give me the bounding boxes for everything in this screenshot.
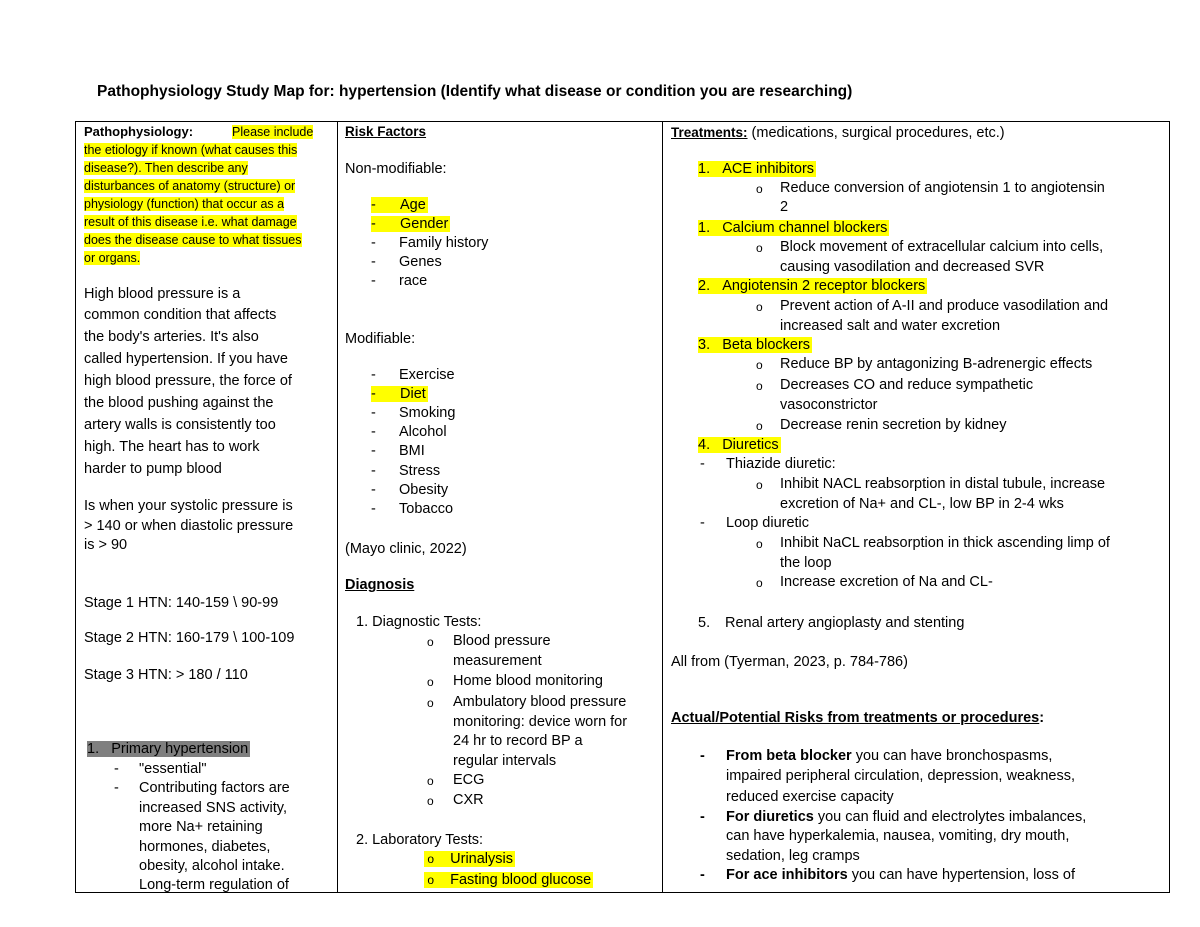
treatment-detail: Block movement of extracellular calcium into cells, [780, 239, 1104, 255]
treatment-detail: Inhibit NACL reabsorption in distal tubule, increase [780, 476, 1106, 492]
dash-marker: - [114, 761, 119, 777]
bullet-marker: o [427, 696, 434, 710]
treatment-detail: Prevent action of A-II and produce vasodilation and [780, 298, 1109, 314]
contributing-line: Contributing factors are [139, 780, 290, 796]
bullet-marker: o [756, 358, 763, 372]
risk-item: Tobacco [399, 501, 454, 517]
definition-line: high blood pressure, the force of [84, 373, 292, 389]
risk-text: you can fluid and electrolytes imbalances, [813, 809, 1087, 825]
dash-marker: - [700, 867, 705, 883]
bullet-marker: o [756, 478, 763, 492]
prompt-line: Please include [232, 125, 314, 139]
diagnostic-tests-label: 1. Diagnostic Tests: [356, 614, 482, 630]
risk-text: you can have bronchospasms, [851, 748, 1053, 764]
treatment-detail: vasoconstrictor [780, 397, 878, 413]
risk-lead: For diuretics [726, 809, 814, 825]
risk-item: Genes [399, 254, 442, 270]
diagnostic-test-line: measurement [453, 653, 542, 669]
stage-2: Stage 2 HTN: 160-179 \ 100-109 [84, 630, 295, 646]
prompt-line: disease?). Then describe any [84, 161, 248, 175]
prompt-line: the etiology if known (what causes this [84, 143, 298, 157]
risk-lead: For ace inhibitors [726, 867, 848, 883]
treatment-number: 4. [698, 437, 711, 453]
treatment-label: Beta blockers [722, 337, 811, 353]
dash-marker: - [700, 748, 705, 764]
diagnostic-test-line: Ambulatory blood pressure [453, 694, 627, 710]
risk-item: Obesity [399, 482, 449, 498]
risk-item: Exercise [399, 367, 455, 383]
treatment-detail: the loop [780, 555, 832, 571]
treatment-detail: causing vasodilation and decreased SVR [780, 259, 1045, 275]
loop-label: Loop diuretic [726, 515, 810, 531]
non-modifiable-label: Non-modifiable: [345, 161, 447, 177]
stage-1: Stage 1 HTN: 140-159 \ 90-99 [84, 595, 279, 611]
treatment-number: 3. [698, 337, 711, 353]
treatment-detail: Inhibit NaCL reabsorption in thick ascending limp of [780, 535, 1110, 551]
risk-item: Family history [399, 235, 489, 251]
risk-text: can have hyperkalemia, nausea, vomiting, dry mouth, [726, 828, 1070, 844]
risk-item: Stress [399, 463, 441, 479]
pathophysiology-heading: Pathophysiology: [84, 124, 194, 139]
stage-3: Stage 3 HTN: > 180 / 110 [84, 667, 248, 683]
treatments-citation: All from (Tyerman, 2023, p. 784-786) [671, 654, 908, 670]
treatment-label: Diuretics [722, 437, 779, 453]
prompt-line: or organs. [84, 251, 141, 265]
treatment-detail: Decreases CO and reduce sympathetic [780, 377, 1034, 393]
treatment-detail: Increase excretion of Na and CL- [780, 574, 993, 590]
bullet-marker: o [756, 419, 763, 433]
column-divider [337, 122, 338, 892]
risk-item: Diet [400, 386, 426, 402]
column-divider [662, 122, 663, 892]
dash-marker: - [371, 443, 376, 459]
bullet-marker: o [756, 576, 763, 590]
dash-marker: - [371, 273, 376, 289]
risk-text: you can have hypertension, loss of [847, 867, 1075, 883]
diagnostic-test-line: monitoring: device worn for [453, 714, 628, 730]
treatment-label: ACE inhibitors [722, 161, 815, 177]
essential-label: "essential" [139, 761, 207, 777]
lab-test: Fasting blood glucose [450, 872, 592, 888]
diagnosis-heading: Diagnosis [345, 577, 415, 593]
contributing-line: hormones, diabetes, [139, 839, 271, 855]
criteria-line: is > 90 [84, 537, 128, 553]
bullet-marker: o [427, 675, 434, 689]
treatment-number: 2. [698, 278, 711, 294]
dash-marker: - [371, 254, 376, 270]
treatment-label: Angiotensin 2 receptor blockers [722, 278, 926, 294]
prompt-line: result of this disease i.e. what damage [84, 215, 297, 229]
treatment-detail: excretion of Na+ and CL-, low BP in 2-4 wks [780, 496, 1064, 512]
bullet-marker: o [756, 182, 763, 196]
criteria-line: > 140 or when diastolic pressure [84, 518, 294, 534]
diagnostic-test-line: Home blood monitoring [453, 673, 603, 689]
dash-marker: - [700, 515, 705, 531]
risk-item: BMI [399, 443, 425, 459]
risk-item: Gender [400, 216, 449, 232]
dash-marker: - [371, 405, 376, 421]
primary-number: 1. [87, 741, 100, 757]
dash-marker: - [371, 482, 376, 498]
page-title: Pathophysiology Study Map for: hypertension (Identify what disease or condition you are researching) [97, 83, 853, 100]
prompt-line: does the disease cause to what tissues [84, 233, 302, 247]
prompt-line: physiology (function) that occur as a [84, 197, 285, 211]
bullet-marker: o [756, 241, 763, 255]
modifiable-label: Modifiable: [345, 331, 416, 347]
diagnostic-test-line: CXR [453, 792, 484, 808]
treatment-number: 1. [698, 161, 711, 177]
risk-item: Age [400, 197, 426, 213]
treatment-detail: Reduce conversion of angiotensin 1 to angiotensin [780, 180, 1105, 196]
contributing-line: increased SNS activity, [139, 800, 288, 816]
dash-marker: - [371, 501, 376, 517]
contributing-line: more Na+ retaining [139, 819, 263, 835]
definition-line: common condition that affects [84, 307, 277, 323]
contributing-line: obesity, alcohol intake. [139, 858, 285, 874]
risk-text: reduced exercise capacity [726, 789, 894, 805]
treatment-label: Calcium channel blockers [722, 220, 888, 236]
treatment-detail: 2 [780, 199, 789, 215]
bullet-marker: o [756, 300, 763, 314]
prompt-line: disturbances of anatomy (structure) or [84, 179, 296, 193]
treatment-detail: increased salt and water excretion [780, 318, 1001, 334]
definition-line: artery walls is consistently too [84, 417, 276, 433]
bullet-marker: o [427, 774, 434, 788]
dash-marker: - [371, 424, 376, 440]
bullet-marker: o [756, 537, 763, 551]
dash-marker: - [700, 456, 705, 472]
criteria-line: Is when your systolic pressure is [84, 498, 293, 514]
definition-line: High blood pressure is a [84, 286, 241, 302]
dash-marker: - [371, 463, 376, 479]
bullet-marker: o [427, 635, 434, 649]
risk-text: sedation, leg cramps [726, 848, 860, 864]
primary-hypertension-label: Primary hypertension [111, 741, 249, 757]
contributing-line: Long-term regulation of [139, 877, 289, 893]
definition-line: the blood pushing against the [84, 395, 274, 411]
treatments-heading: Treatments: [671, 125, 748, 140]
definition-line: called hypertension. If you have [84, 351, 288, 367]
diagnostic-test-line: regular intervals [453, 753, 557, 769]
treatment-number: 1. [698, 220, 711, 236]
treatments-note: (medications, surgical procedures, etc.) [747, 125, 1005, 141]
treatment-detail: Decrease renin secretion by kidney [780, 417, 1007, 433]
risks-heading-colon: : [1039, 710, 1045, 726]
treatment-label: Renal artery angioplasty and stenting [725, 615, 965, 631]
definition-line: the body's arteries. It's also [84, 329, 259, 345]
bullet-marker: o [427, 794, 434, 808]
risk-item: Smoking [399, 405, 456, 421]
definition-line: high. The heart has to work [84, 439, 260, 455]
diagnostic-test-line: Blood pressure [453, 633, 551, 649]
diagnostic-test-line: ECG [453, 772, 485, 788]
risks-heading: Actual/Potential Risks from treatments or procedures [671, 710, 1040, 726]
bullet-marker: o [756, 379, 763, 393]
risk-text: impaired peripheral circulation, depression, weakness, [726, 768, 1075, 784]
definition-line: harder to pump blood [84, 461, 222, 477]
dash-marker: - [114, 780, 119, 796]
laboratory-tests-label: 2. Laboratory Tests: [356, 832, 484, 848]
risk-item: race [399, 273, 428, 289]
dash-marker: - [371, 367, 376, 383]
lab-test: Urinalysis [450, 851, 513, 867]
treatment-detail: Reduce BP by antagonizing B-adrenergic effects [780, 356, 1093, 372]
thiazide-label: Thiazide diuretic: [726, 456, 836, 472]
dash-marker: - [371, 235, 376, 251]
dash-marker: - [700, 809, 705, 825]
risk-factors-heading: Risk Factors [345, 124, 427, 139]
risk-item: Alcohol [399, 424, 447, 440]
treatment-number: 5. [698, 615, 711, 631]
risk-lead: From beta blocker [726, 748, 852, 764]
diagnostic-test-line: 24 hr to record BP a [453, 733, 583, 749]
risk-citation: (Mayo clinic, 2022) [345, 541, 467, 557]
